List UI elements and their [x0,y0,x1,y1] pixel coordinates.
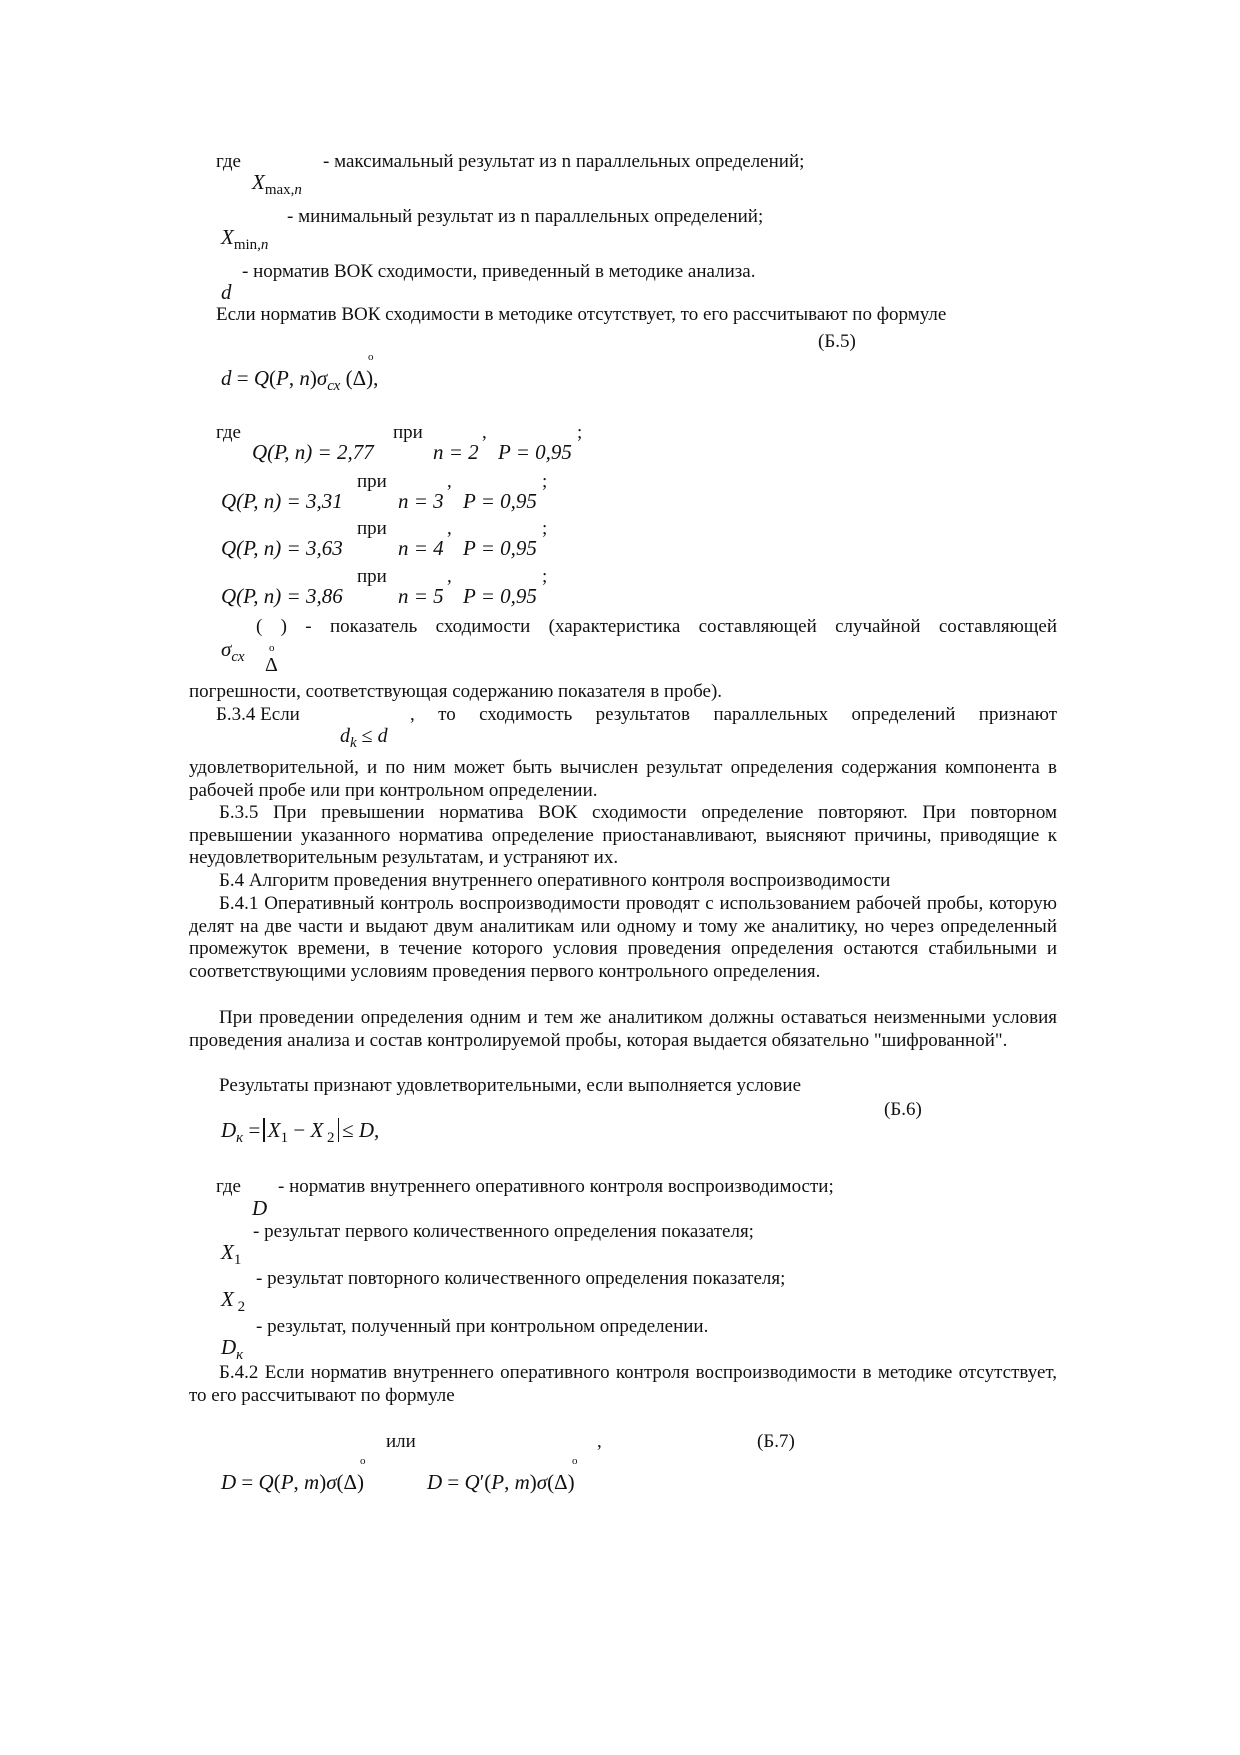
xmin-symbol: $X_{min,n}$ [221,225,269,253]
eq-b5-label: (Б.5) [818,331,856,352]
eq-b7-label: (Б.7) [757,1431,795,1452]
p-value-2: P = 0,95 [463,489,537,513]
gde-label-2: где [216,422,241,443]
gde-label-3: где [216,1176,241,1197]
xmax-symbol: $X_{max,n}$ [252,170,302,198]
ili-label: или [386,1431,416,1452]
xmin-definition: - минимальный результат из n параллельных определений; [287,206,764,227]
delta-symbol: Δ [265,654,278,676]
q-value-3: Q(P, n) = 3,63 [221,536,343,560]
eq-b6-label: (Б.6) [884,1099,922,1120]
q-value-1: Q(P, n) = 2,77 [252,440,374,464]
n-value-3: n = 4 [398,536,444,560]
b334-end: , то сходимость результатов параллельных определений признают [410,704,1057,725]
sigma-symbol: $\sigma_{сх}$ [221,637,245,665]
same-analyst-para: При проведении определения одним и тем же аналитиком должны оставаться неизменными условия проведения анализа и состав контролируемой пробы, которая выдается обязательно "шифрованной". [189,1007,1057,1051]
q-value-4: Q(P, n) = 3,86 [221,584,343,608]
comma-mark: , [447,518,452,539]
semicolon-mark: ; [542,518,548,539]
p-value-1: P = 0,95 [498,440,572,464]
X2-symbol: X $_2$ [221,1287,246,1315]
X2-definition: - результат повторного количественного определения показателя; [256,1268,786,1289]
semicolon-mark: ; [577,422,583,443]
formula-b7-left: D = Q(P, m)σ(Δ) [221,1470,365,1494]
Dk-symbol: $D_к$ [221,1335,244,1363]
pri-label-2: при [357,471,387,492]
ring-mark: o [360,1455,366,1467]
Dk-definition: - результат, полученный при контрольном определении. [256,1316,709,1337]
n-value-2: n = 3 [398,489,444,513]
n-value-1: n = 2 [433,440,479,464]
D-symbol: D [252,1196,268,1220]
pri-label-3: при [357,518,387,539]
pri-label-4: при [357,566,387,587]
semicolon-mark: ; [542,566,548,587]
sigma-definition: ( ) - показатель сходимости (характеристика составляющей случайной составляющей [256,616,1057,637]
ring-mark: o [572,1455,578,1467]
results-para: Результаты признают удовлетворительными, если выполняется условие [219,1075,801,1096]
q-value-2: Q(P, n) = 3,31 [221,489,343,513]
formula-b6: $D_к = X_1 - X$ $_2$ ≤ D, [221,1118,380,1146]
X1-definition: - результат первого количественного определения показателя; [253,1221,754,1242]
sigma-definition-cont: погрешности, соответствующая содержанию показателя в пробе). [189,681,723,702]
dk-condition: $d_k \le d$ [340,725,388,751]
b334-cont: удовлетворительной, и по ним может быть вычислен результат определения содержания компонента в рабочей пробе или при контрольном определении. [189,757,1057,801]
comma-mark: , [447,471,452,492]
p-value-4: P = 0,95 [463,584,537,608]
comma-mark: , [482,422,487,443]
xmax-definition: - максимальный результат из n параллельных определений; [323,151,805,172]
b335-para: Б.3.5 При превышении норматива ВОК сходимости определение повторяют. При повторном превышении указанного норматива определение приостанавливают, выясняют причины, приводящие к неудовлетворительным результатам, и устраняют их. [189,802,1057,869]
ring-mark: o [269,642,275,654]
b334-start: Б.3.4 Если [216,704,300,725]
formula-b7-right: D = Q′(P, m)σ(Δ) [427,1470,575,1494]
comma-mark: , [447,566,452,587]
n-value-4: n = 5 [398,584,444,608]
ring-mark: o [368,351,374,363]
semicolon-mark: ; [542,471,548,492]
b41-para: Б.4.1 Оперативный контроль воспроизводимости проводят с использованием рабочей пробы, которую делят на две части и выдают двум аналитикам или одному и тому же аналитику, но через определенный промежуток времени, в течение которого условия проведения определения остаются стабильными и соответствующими условиям проведения первого контрольного определения. [189,893,1057,983]
eq-b7-comma: , [597,1431,602,1452]
para-if-absent: Если норматив ВОК сходимости в методике отсутствует, то его рассчитывают по формуле [216,304,947,325]
b42-para: Б.4.2 Если норматив внутреннего оперативного контроля воспроизводимости в методике отсутствует, то его рассчитывают по формуле [189,1362,1057,1406]
p-value-3: P = 0,95 [463,536,537,560]
D-definition: - норматив внутреннего оперативного контроля воспроизводимости; [278,1176,834,1197]
d-symbol: d [221,280,232,304]
b4-title: Б.4 Алгоритм проведения внутреннего оперативного контроля воспроизводимости [219,870,891,891]
d-definition: - норматив ВОК сходимости, приведенный в методике анализа. [242,261,756,282]
X1-symbol: $X_1$ [221,1240,242,1268]
pri-label-1: при [393,422,423,443]
gde-label: где [216,151,241,172]
formula-b5: d = Q(P, $n)\sigma_{сх}$ (Δ), [221,366,379,394]
